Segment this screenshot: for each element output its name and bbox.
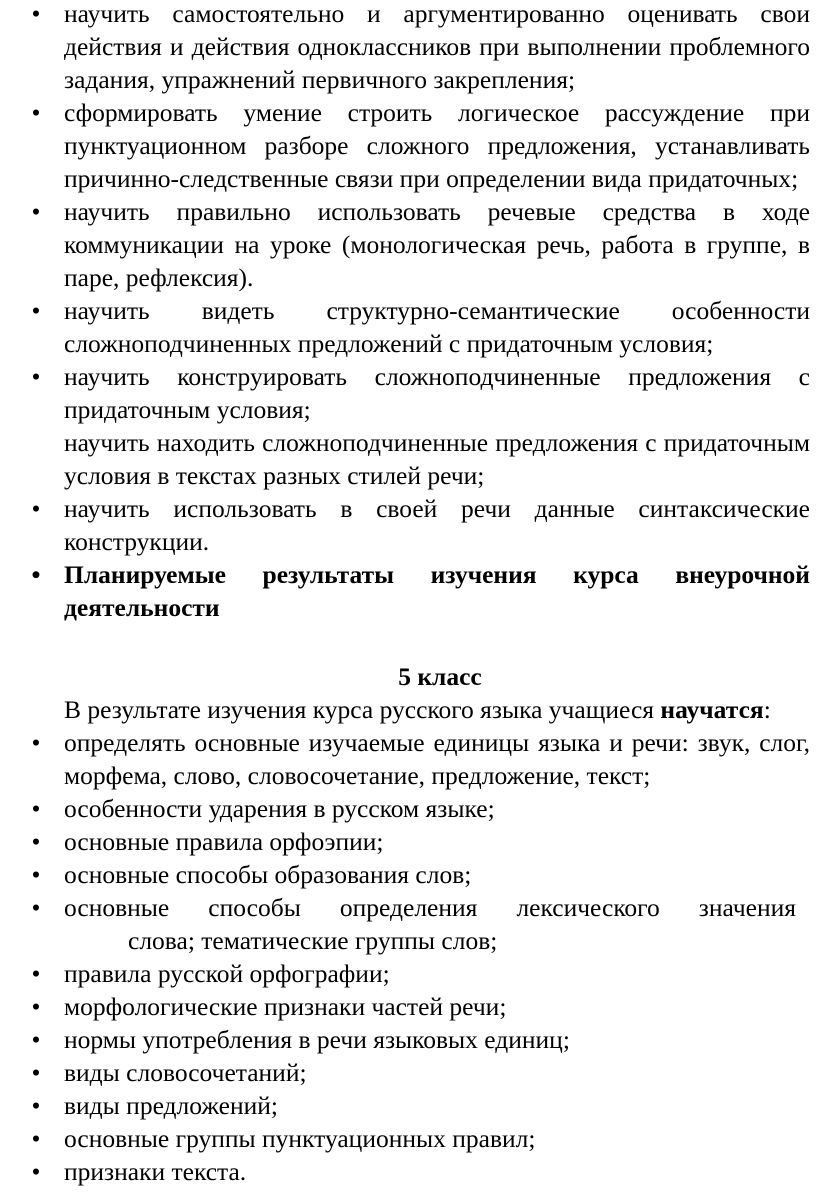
bullet: • [31, 827, 41, 856]
list-item [0, 957, 816, 990]
list-item [0, 1155, 816, 1188]
bullet: • [31, 893, 41, 922]
list-item-text: особенности ударения в русском языке; [64, 794, 495, 823]
list-item-text: нормы употребления в речи языковых единиц; [64, 1025, 570, 1054]
list-item-text: научить конструировать сложноподчиненные предложения с придаточным условия; [64, 362, 810, 424]
list-item [0, 360, 816, 426]
list-item [0, 825, 816, 858]
section-heading [0, 558, 816, 624]
bullet: • [31, 860, 41, 889]
bullet: • [31, 560, 41, 589]
intro-bold-word: научатся [660, 695, 764, 724]
bullet: • [31, 1091, 41, 1120]
list-item [0, 891, 816, 957]
list-item-text: научить видеть структурно-семантические особенности сложноподчиненных предложений с придаточным условия; [64, 296, 810, 358]
list-item-text: научить правильно использовать речевые средства в ходе коммуникации на уроке (монологическая речь, работа в группе, в паре, рефлексия). [64, 197, 810, 292]
list-item-text: морфологические признаки частей речи; [64, 992, 507, 1021]
list-item-text: виды предложений; [64, 1091, 278, 1120]
list-item [0, 1056, 816, 1089]
bullet: • [31, 296, 41, 325]
list-item-text: научить использовать в своей речи данные синтаксические конструкции. [64, 494, 810, 556]
list-item [0, 858, 816, 891]
list-item-text: основные группы пунктуационных правил; [64, 1124, 536, 1153]
list-item-text: основные правила орфоэпии; [64, 827, 384, 856]
bullet: • [31, 1157, 41, 1186]
plain-paragraph [0, 426, 816, 492]
bullet: • [31, 728, 41, 757]
list-item-text: сформировать умение строить логическое рассуждение при пунктуационном разборе сложного предложения, устанавливать причинно-следственные связи при определении вида придаточных; [64, 98, 810, 193]
heading-text: Планируемые результаты изучения курса внеурочной деятельности [64, 560, 810, 622]
bullet: • [31, 98, 41, 127]
list-item [0, 1023, 816, 1056]
bullet: • [31, 362, 41, 391]
list-item-text: основные способы образования слов; [64, 860, 472, 889]
list-item [0, 1089, 816, 1122]
list-item [0, 294, 816, 360]
grade-title: 5 класс [398, 662, 482, 691]
bullet: • [31, 794, 41, 823]
intro-paragraph [0, 693, 816, 726]
list-item-text-line2: слова; тематические группы слов; [128, 926, 498, 955]
list-item-text: признаки текста. [64, 1157, 247, 1186]
list-item [0, 195, 816, 294]
bullet: • [31, 0, 41, 28]
list-item-text: правила русской орфографии; [64, 959, 390, 988]
paragraph-text: научить находить сложноподчиненные предложения с придаточным условия в текстах разных стилей речи; [64, 428, 810, 490]
bullet: • [31, 1025, 41, 1054]
list-item-text: определять основные изучаемые единицы языка и речи: звук, слог, морфема, слово, словосочетание, предложение, текст; [64, 728, 810, 790]
intro-text: В результате изучения курса русского языка учащиеся [64, 695, 661, 724]
list-item [0, 990, 816, 1023]
list-item-text: научить самостоятельно и аргументированно оценивать свои действия и действия одноклассников при выполнении проблемного задания, упражнений первичного закрепления; [64, 0, 810, 94]
bullet: • [31, 992, 41, 1021]
intro-colon: : [763, 695, 771, 724]
bullet: • [31, 197, 41, 226]
list-item [0, 0, 816, 96]
bullet: • [31, 959, 41, 988]
list-item [0, 492, 816, 558]
list-item-text-line1: основные способы определения лексического значения [64, 893, 796, 922]
list-item-text: виды словосочетаний; [64, 1058, 307, 1087]
list-item [0, 726, 816, 792]
list-item [0, 96, 816, 195]
bullet: • [31, 494, 41, 523]
bullet: • [31, 1058, 41, 1087]
list-item [0, 792, 816, 825]
list-item [0, 1122, 816, 1155]
bullet: • [31, 1124, 41, 1153]
results-list [0, 693, 816, 1188]
